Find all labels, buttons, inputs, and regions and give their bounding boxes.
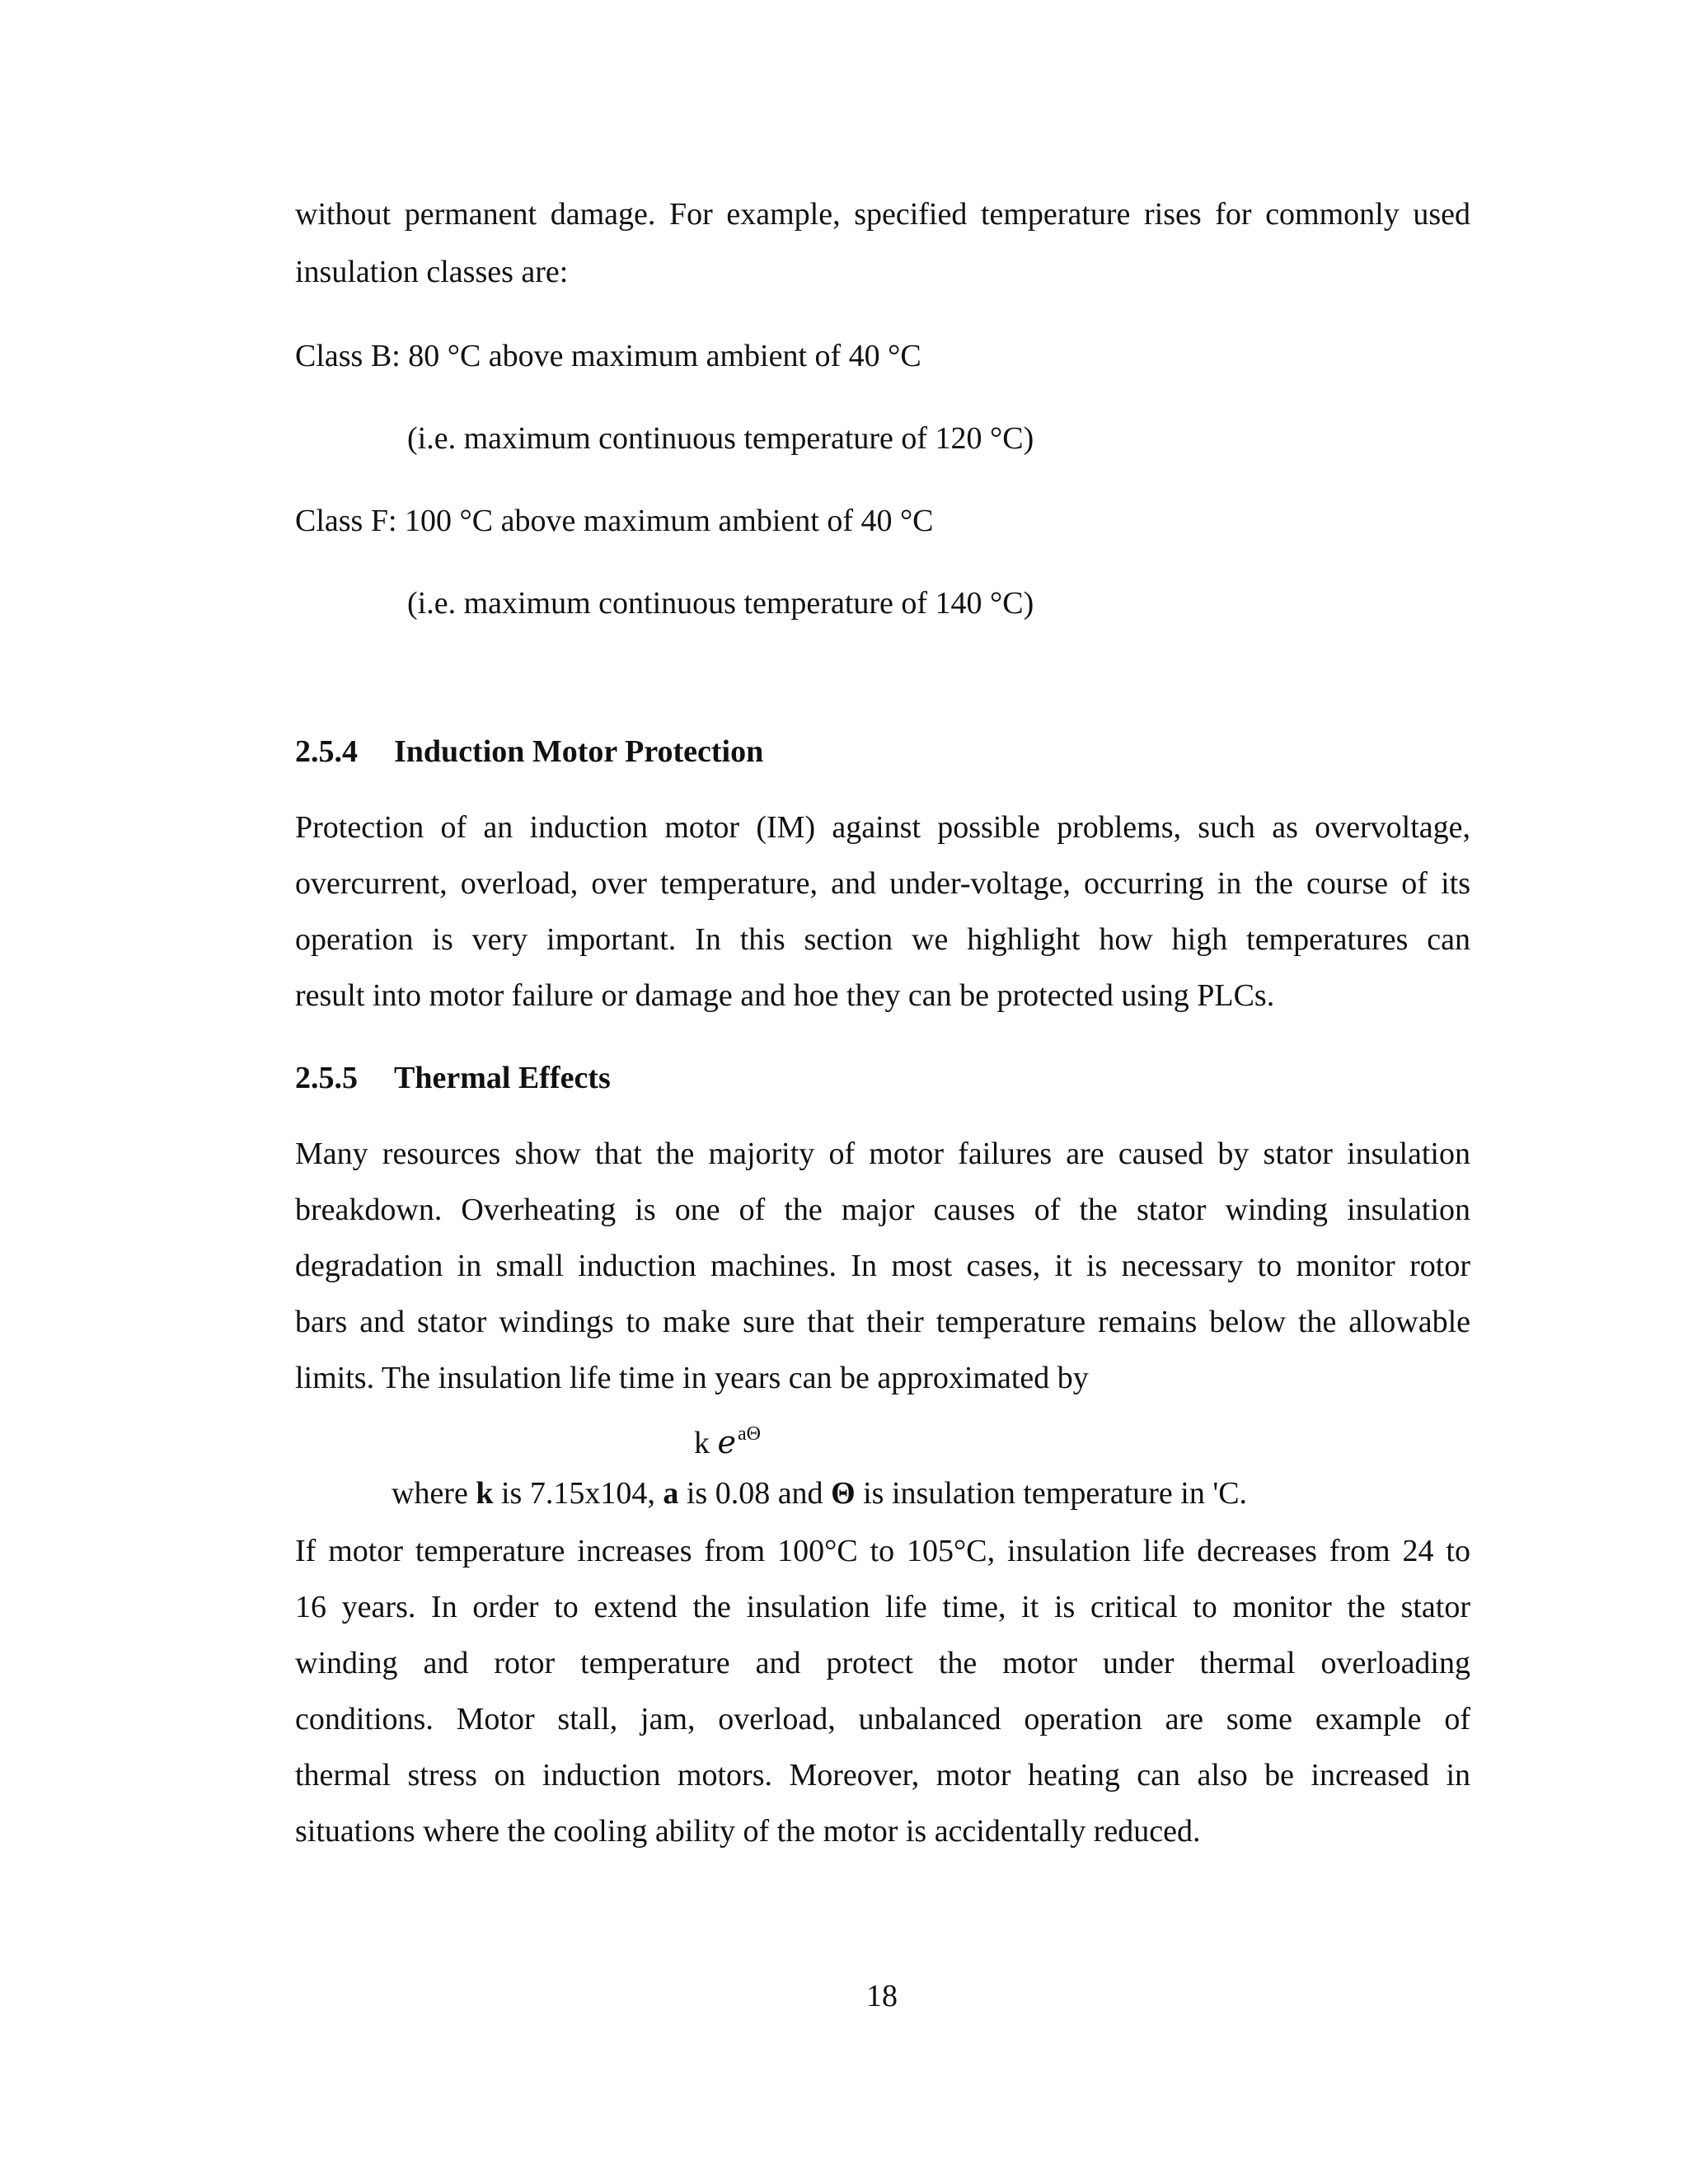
paragraph-line: thermal stress on induction motors. Moreover, motor heating can also be increased in <box>295 1758 1470 1793</box>
page-number: 18 <box>866 1979 898 2013</box>
class-b-label: Class B: 80 °C above maximum ambient of 40 °C <box>295 339 921 373</box>
paragraph-line: degradation in small induction machines. In most cases, it is necessary to monitor rotor <box>295 1249 1470 1283</box>
paragraph-line: situations where the cooling ability of the motor is accidentally reduced. <box>295 1814 1201 1849</box>
where-text: is 7.15x104, <box>493 1476 663 1511</box>
paragraph-line: limits. The insulation life time in years can be approximated by <box>295 1361 1089 1395</box>
section-title: Thermal Effects <box>394 1061 611 1095</box>
paragraph-line: If motor temperature increases from 100°C to 105°C, insulation life decreases from 24 to <box>295 1534 1470 1568</box>
paragraph-line: operation is very important. In this section we highlight how high temperatures can <box>295 922 1470 957</box>
section-2-5-4-heading <box>295 732 1470 771</box>
paragraph-line: breakdown. Overheating is one of the major causes of the stator winding insulation <box>295 1193 1470 1227</box>
where-k: k <box>476 1476 494 1511</box>
formula-k: k <box>694 1426 710 1460</box>
section-number: 2.5.5 <box>295 1061 358 1095</box>
intro-line-2: insulation classes are: <box>295 255 569 289</box>
paragraph-line: 16 years. In order to extend the insulation life time, it is critical to monitor the stator <box>295 1590 1470 1624</box>
paragraph-line: bars and stator windings to make sure that their temperature remains below the allowable <box>295 1305 1470 1339</box>
paragraph-line: conditions. Motor stall, jam, overload, unbalanced operation are some example of <box>295 1702 1470 1736</box>
where-text: is insulation temperature in 'C. <box>855 1476 1248 1511</box>
paragraph-line: result into motor failure or damage and hoe they can be protected using PLCs. <box>295 978 1275 1013</box>
paragraph-line: Protection of an induction motor (IM) against possible problems, such as overvoltage, <box>295 810 1470 845</box>
intro-line-1: without permanent damage. For example, specified temperature rises for commonly used <box>295 197 1470 232</box>
class-b-note: (i.e. maximum continuous temperature of 120 °C) <box>407 421 1034 456</box>
where-a: a <box>663 1476 679 1511</box>
insulation-life-formula <box>694 1414 761 1463</box>
where-text: where <box>392 1476 476 1511</box>
section-title: Induction Motor Protection <box>394 734 764 769</box>
section-number: 2.5.4 <box>295 734 358 769</box>
paragraph-line: winding and rotor temperature and protect the motor under thermal overloading <box>295 1646 1470 1680</box>
paragraph-line: overcurrent, overload, over temperature, and under-voltage, occurring in the course of its <box>295 866 1470 901</box>
where-theta: Θ <box>831 1476 856 1511</box>
formula-exponent: aΘ <box>738 1423 761 1445</box>
formula-where-line <box>392 1474 1247 1513</box>
class-f-label: Class F: 100 °C above maximum ambient of 40 °C <box>295 504 934 538</box>
class-f-note: (i.e. maximum continuous temperature of 140 °C) <box>407 586 1034 621</box>
formula-e: e <box>717 1424 736 1460</box>
paragraph-line: Many resources show that the majority of motor failures are caused by stator insulation <box>295 1137 1470 1171</box>
where-text: is 0.08 and <box>678 1476 832 1511</box>
section-2-5-5-heading <box>295 1058 1470 1098</box>
